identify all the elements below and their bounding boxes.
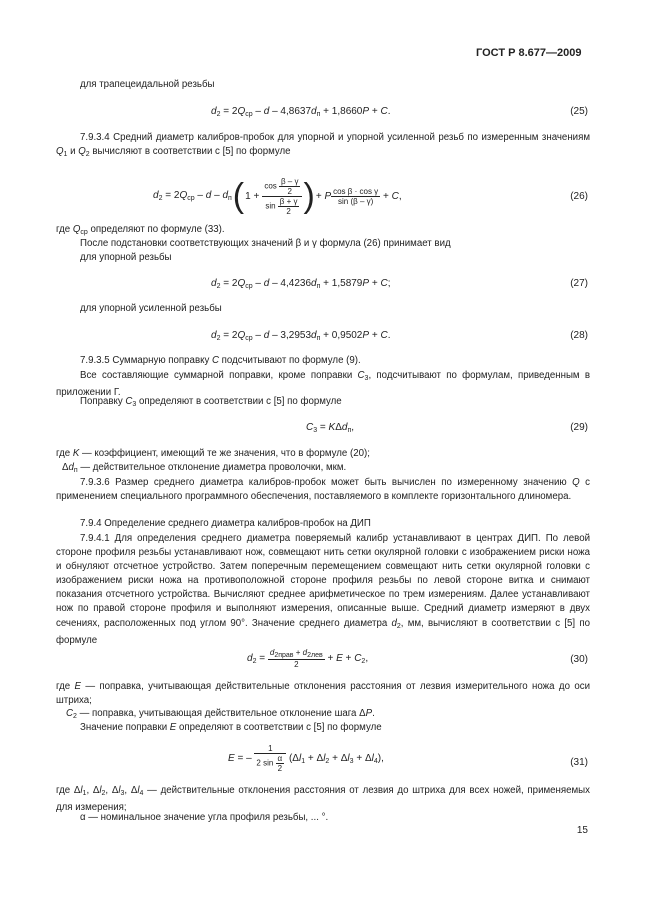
formula-27: $d_2 = 2Q_{ср} - d - 4,4236d_п + 1,5879P + C$;	[211, 278, 391, 290]
document-header: ГОСТ Р 8.677—2009	[476, 47, 582, 59]
after-substitution-text: После подстановки соответствующих значений β и γ формула (26) принимает вид	[80, 238, 451, 249]
formula-number-30: (30)	[570, 654, 588, 665]
formula-30: $d_2$ = $\frac{d_{2прав} + d_{2лев}}{2}$ + $E + C_2$,	[247, 648, 369, 669]
formula-number-26: (26)	[570, 191, 588, 202]
c3-definition-text: Поправку $C_3$ определяют в соответствии с [5] по формуле	[80, 396, 342, 408]
trapezoidal-thread-label: для трапецеидальной резьбы	[80, 79, 215, 90]
formula-31: E = – 1 2 sin $\frac{\alpha}{2}$ $(\Delta l_1 + \Delta l_2 + \Delta l_3 + \Delta l_4)$,	[228, 744, 384, 773]
paragraph-7-9-3-6: 7.9.3.6 Размер среднего диаметра калибров-пробок может быть вычислен по измеренному значению Q с применением специального программного обеспечения, поставляемого в комплекте горизонтального длиномера.	[56, 477, 591, 503]
paragraph-7-9-3-4: 7.9.3.4 Средний диаметр калибров-пробок для упорной и упорной усиленной резьб по измеренным значениям $Q_1$ и $Q_2$ вычисляют в соответствии с [5] по формуле	[56, 132, 590, 159]
all-components-text: Все составляющие суммарной поправки, кроме поправки $C_3$, подсчитывают по формулам, приведенным в приложении Г.	[56, 370, 591, 399]
alpha-definition-text: α — номинальное значение угла профиля резьбы, ... °.	[80, 812, 329, 823]
where-dl-text: где $\Delta l_1$, $\Delta l_2$, $\Delta l_3$, $\Delta l_4$ — действительные отклонения расстояния от лезвия до штриха для всех ножей, применяемых для измерения;	[56, 785, 590, 814]
formula-28: $d_2 = 2Q_{ср} - d - 3,2953d_п + 0,9502P + C$.	[211, 330, 391, 342]
reinforced-thrust-thread-label: для упорной усиленной резьбы	[80, 303, 222, 314]
delta-d-text: $\Delta d_п$ — действительное отклонение диаметра проволочки, мкм.	[62, 462, 347, 474]
formula-number-28: (28)	[570, 330, 588, 341]
formula-26: $d_2 = 2Q_{ср} - d - d_п$ ( 1 + cos $\frac{\beta - \gamma}{2}$ sin $\frac{\beta + \gamma}{2}$ ) + P $\frac{\text{cos β · cos γ}}{\sin (\beta - \gamma)}$ + C,	[153, 176, 402, 216]
formula-29: $C_3 = K\Delta d_п$,	[306, 422, 355, 434]
where-k-text: где K — коэффициент, имеющий те же значения, что в формуле (20);	[56, 448, 370, 459]
formula-25: $d_2 = 2Q_{ср} - d - 4,8637d_п + 1,8660P + C$.	[211, 106, 391, 118]
formula-number-31: (31)	[570, 757, 588, 768]
formula-number-27: (27)	[570, 278, 588, 289]
formula-number-29: (29)	[570, 422, 588, 433]
c2-definition-text: $C_2$ — поправка, учитывающая действительное отклонение шага ΔP.	[66, 708, 375, 720]
paragraph-7-9-4-1: 7.9.4.1 Для определения среднего диаметра поверяемый калибр устанавливают в центрах ДИП. По левой стороне профиля резьбы устанавливают нож, совмещают нить сетки окулярной головки с изображением риски ножа и обнуляют отсчетное устройство. Затем поперечным перемещением совмещают нить сетки окулярной головки с изображением риски ножа на противоположной стороне профиля резьбы по левой стороне витка и снимают показания отсчетного устройства. Вычисляют среднее арифметическое по трем измерениям. Далее устанавливают нож по правой стороне профиля и выполняют измерения, описанные выше. Средний диаметр измеряют в двух сечениях, расположенных под углом 90°. Значение среднего диаметра $d_2$, мм, вычисляют в соответствии с [5] по формуле	[56, 533, 590, 646]
formula-number-25: (25)	[570, 106, 588, 117]
where-q-text: где $Q_{ср}$ определяют по формуле (33).	[56, 224, 225, 236]
e-value-text: Значение поправки E определяют в соответствии с [5] по формуле	[80, 722, 382, 733]
thrust-thread-label: для упорной резьбы	[80, 252, 172, 263]
page-number: 15	[576, 825, 588, 836]
paragraph-7-9-3-5: 7.9.3.5 Суммарную поправку C подсчитывают по формуле (9).	[80, 355, 361, 366]
where-e-text: где E — поправка, учитывающая действительные отклонения расстояния от лезвия измерительного ножа до оси штриха;	[56, 681, 590, 707]
paragraph-7-9-4: 7.9.4 Определение среднего диаметра калибров-пробок на ДИП	[80, 518, 371, 529]
